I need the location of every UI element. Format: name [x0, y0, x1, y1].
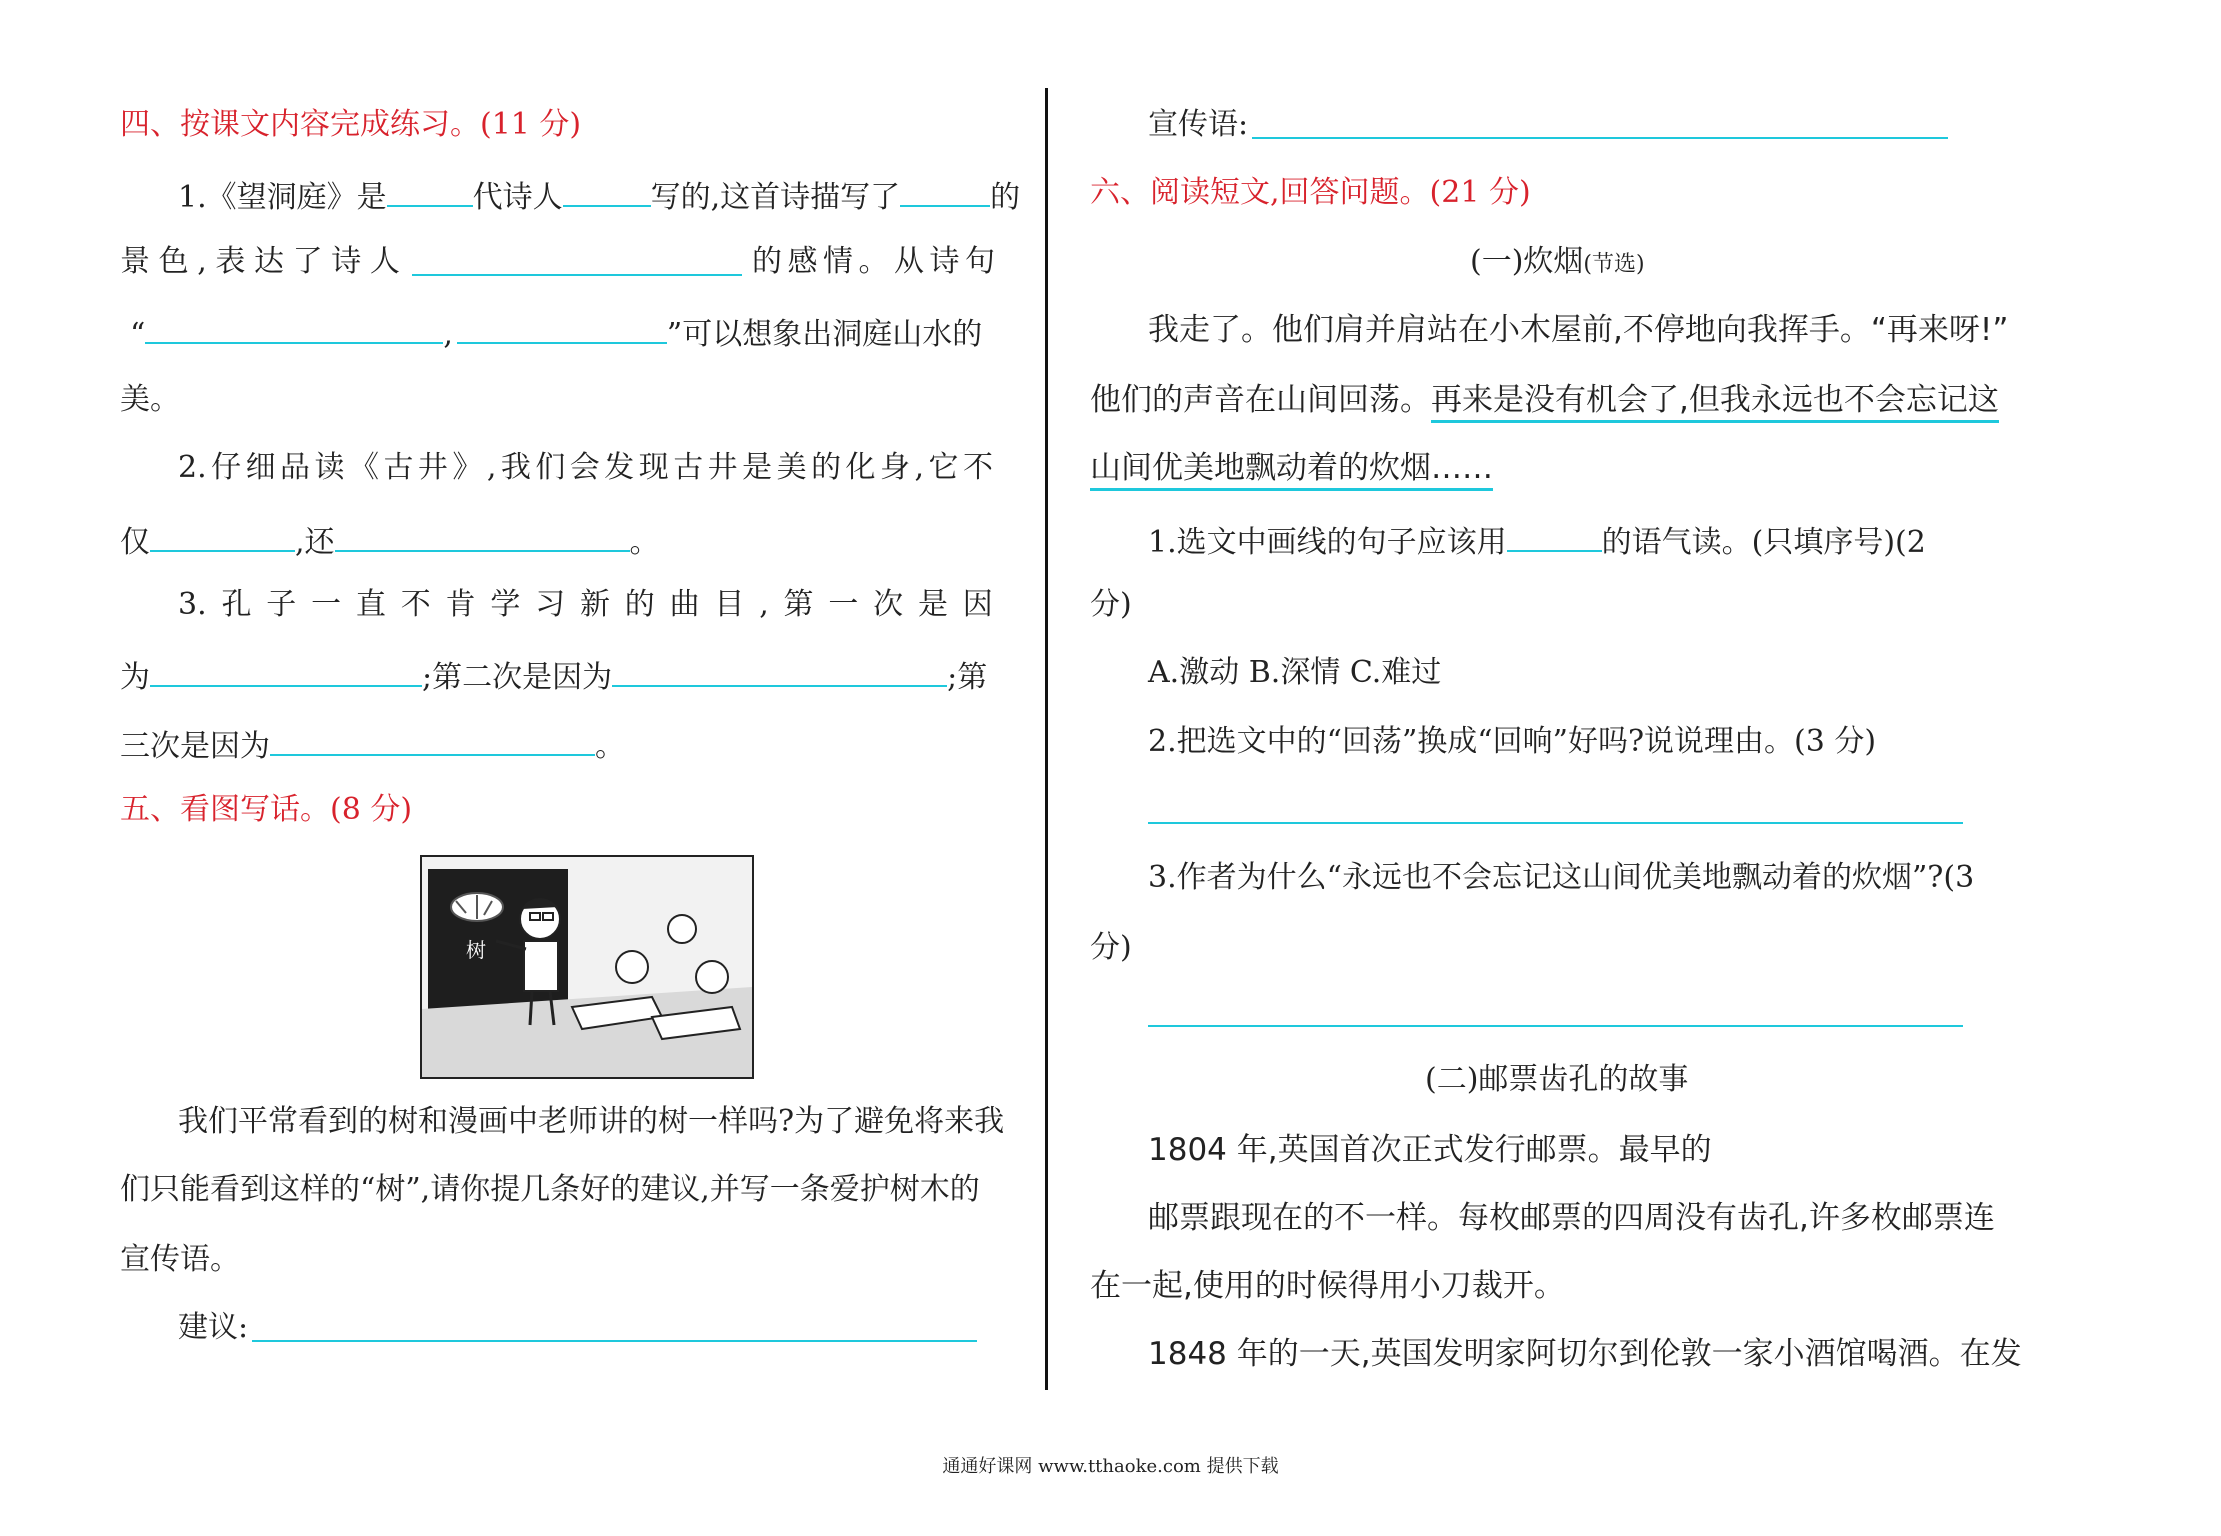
passage-2-title: (二)邮票齿孔的故事: [1425, 1062, 1689, 1097]
q3-line2: 为 ;第二次是因为 ;第: [120, 653, 987, 698]
q1-text-a: 1.《望洞庭》是: [178, 180, 387, 215]
q1-line2-words: 景 色 , 表 达 了 诗 人: [120, 244, 400, 279]
student-1: [668, 915, 696, 943]
q1-line3: “ , ”可以想象出洞庭山水的: [130, 310, 982, 355]
q1-text-c: 写的,这首诗描写了: [650, 180, 901, 215]
answer-line-slogan[interactable]: [1252, 137, 1948, 139]
answer-line-q2[interactable]: [1148, 822, 1963, 824]
r-q1-line2: 分): [1090, 587, 1132, 622]
passage-1-line3: [1090, 448, 1493, 488]
answer-blank-tone[interactable]: [1507, 518, 1602, 552]
answer-blank-not-only[interactable]: [150, 518, 295, 552]
column-divider: [1045, 88, 1048, 1390]
teacher-body: [524, 941, 558, 991]
q1-line4: 美。: [120, 382, 180, 417]
answer-line-suggestion[interactable]: [252, 1340, 977, 1342]
student-2: [696, 961, 728, 993]
answer-blank-first-reason[interactable]: [150, 653, 422, 687]
section-4-title: 四、按课文内容完成练习。(11 分): [120, 107, 582, 142]
section-5-title: 五、看图写话。(8 分): [120, 792, 413, 827]
answer-blank-poet[interactable]: [563, 173, 651, 207]
q1-line1: [178, 173, 1020, 218]
student-3: [616, 951, 648, 983]
answer-blank-scene[interactable]: [900, 173, 990, 207]
q1-line2: [120, 242, 995, 282]
blackboard-tree-label: 树: [466, 938, 486, 962]
underlined-sentence-part-1: 再来是没有机会了,但我永远也不会忘记这: [1431, 382, 1999, 423]
r-q2: 2.把选文中的“回荡”换成“回响”好吗?说说理由。(3 分): [1148, 724, 1877, 759]
answer-blank-verse-2[interactable]: [457, 310, 667, 344]
answer-line-q3[interactable]: [1148, 1025, 1963, 1027]
p5-line2: 们只能看到这样的“树”,请你提几条好的建议,并写一条爱护树木的: [120, 1172, 980, 1207]
passage-1-line2: 他们的声音在山间回荡。再来是没有机会了,但我永远也不会忘记这: [1090, 380, 1999, 420]
p5-line1: 我们平常看到的树和漫画中老师讲的树一样吗?为了避免将来我: [178, 1104, 1005, 1139]
r-q1-options: A.激动 B.深情 C.难过: [1148, 655, 1442, 690]
q3-line3: 三次是因为 。: [120, 722, 625, 767]
answer-blank-third-reason[interactable]: [270, 722, 595, 756]
q3-line1: 3. 孔 子 一 直 不 肯 学 习 新 的 曲 目 , 第 一 次 是 因: [178, 587, 993, 622]
r-q3-line2: 分): [1090, 930, 1132, 965]
underlined-sentence-part-2: 山间优美地飘动着的炊烟……: [1090, 450, 1493, 491]
q2-line1: 2. 仔 细 品 读 《 古 井 》 , 我 们 会 发 现 古 井 是 美 的 化 身 , 它 不: [178, 450, 993, 485]
passage-1-line1: 我走了。他们肩并肩站在小木屋前,不停地向我挥手。“再来呀!”: [1148, 312, 2009, 348]
answer-blank-also[interactable]: [335, 518, 630, 552]
answer-blank-feeling[interactable]: [412, 242, 742, 276]
q1-text-b: 代诗人: [472, 180, 563, 215]
q2-line2: 仅 ,还 。: [120, 518, 660, 563]
passage-2-line3: 在一起,使用的时候得用小刀裁开。: [1090, 1268, 1565, 1304]
passage-2-line4: 1848 年的一天,英国发明家阿切尔到伦敦一家小酒馆喝酒。在发: [1148, 1336, 2022, 1372]
passage-2-line2: 邮票跟现在的不一样。每枚邮票的四周没有齿孔,许多枚邮票连: [1148, 1200, 1995, 1236]
answer-blank-verse-1[interactable]: [145, 310, 443, 344]
passage-2-line1: 1804 年,英国首次正式发行邮票。最早的: [1148, 1132, 1712, 1168]
cartoon-illustration: [420, 855, 754, 1079]
q1-text-d: 的: [990, 180, 1021, 215]
q1-line2-tail: 的 感 情 。 从 诗 句: [752, 244, 995, 279]
answer-blank-dynasty[interactable]: [387, 173, 473, 207]
p5-line3: 宣传语。: [120, 1242, 240, 1277]
r-q3-line1: 3.作者为什么“永远也不会忘记这山间优美地飘动着的炊烟”?(3: [1148, 860, 1975, 895]
answer-blank-second-reason[interactable]: [612, 653, 947, 687]
slogan-label: 宣传语:: [1148, 107, 1249, 142]
classroom-cartoon: [422, 857, 752, 1077]
r-q1-line1: 1.选文中画线的句子应该用 的语气读。(只填序号)(2: [1148, 518, 1926, 563]
suggestion-label: 建议:: [178, 1310, 249, 1345]
section-6-title: 六、阅读短文,回答问题。(21 分): [1090, 175, 1531, 210]
passage-1-title: (一)炊烟(节选): [1470, 244, 1645, 279]
footer-source: 通通好课网 www.tthaoke.com 提供下载: [942, 1456, 1279, 1477]
